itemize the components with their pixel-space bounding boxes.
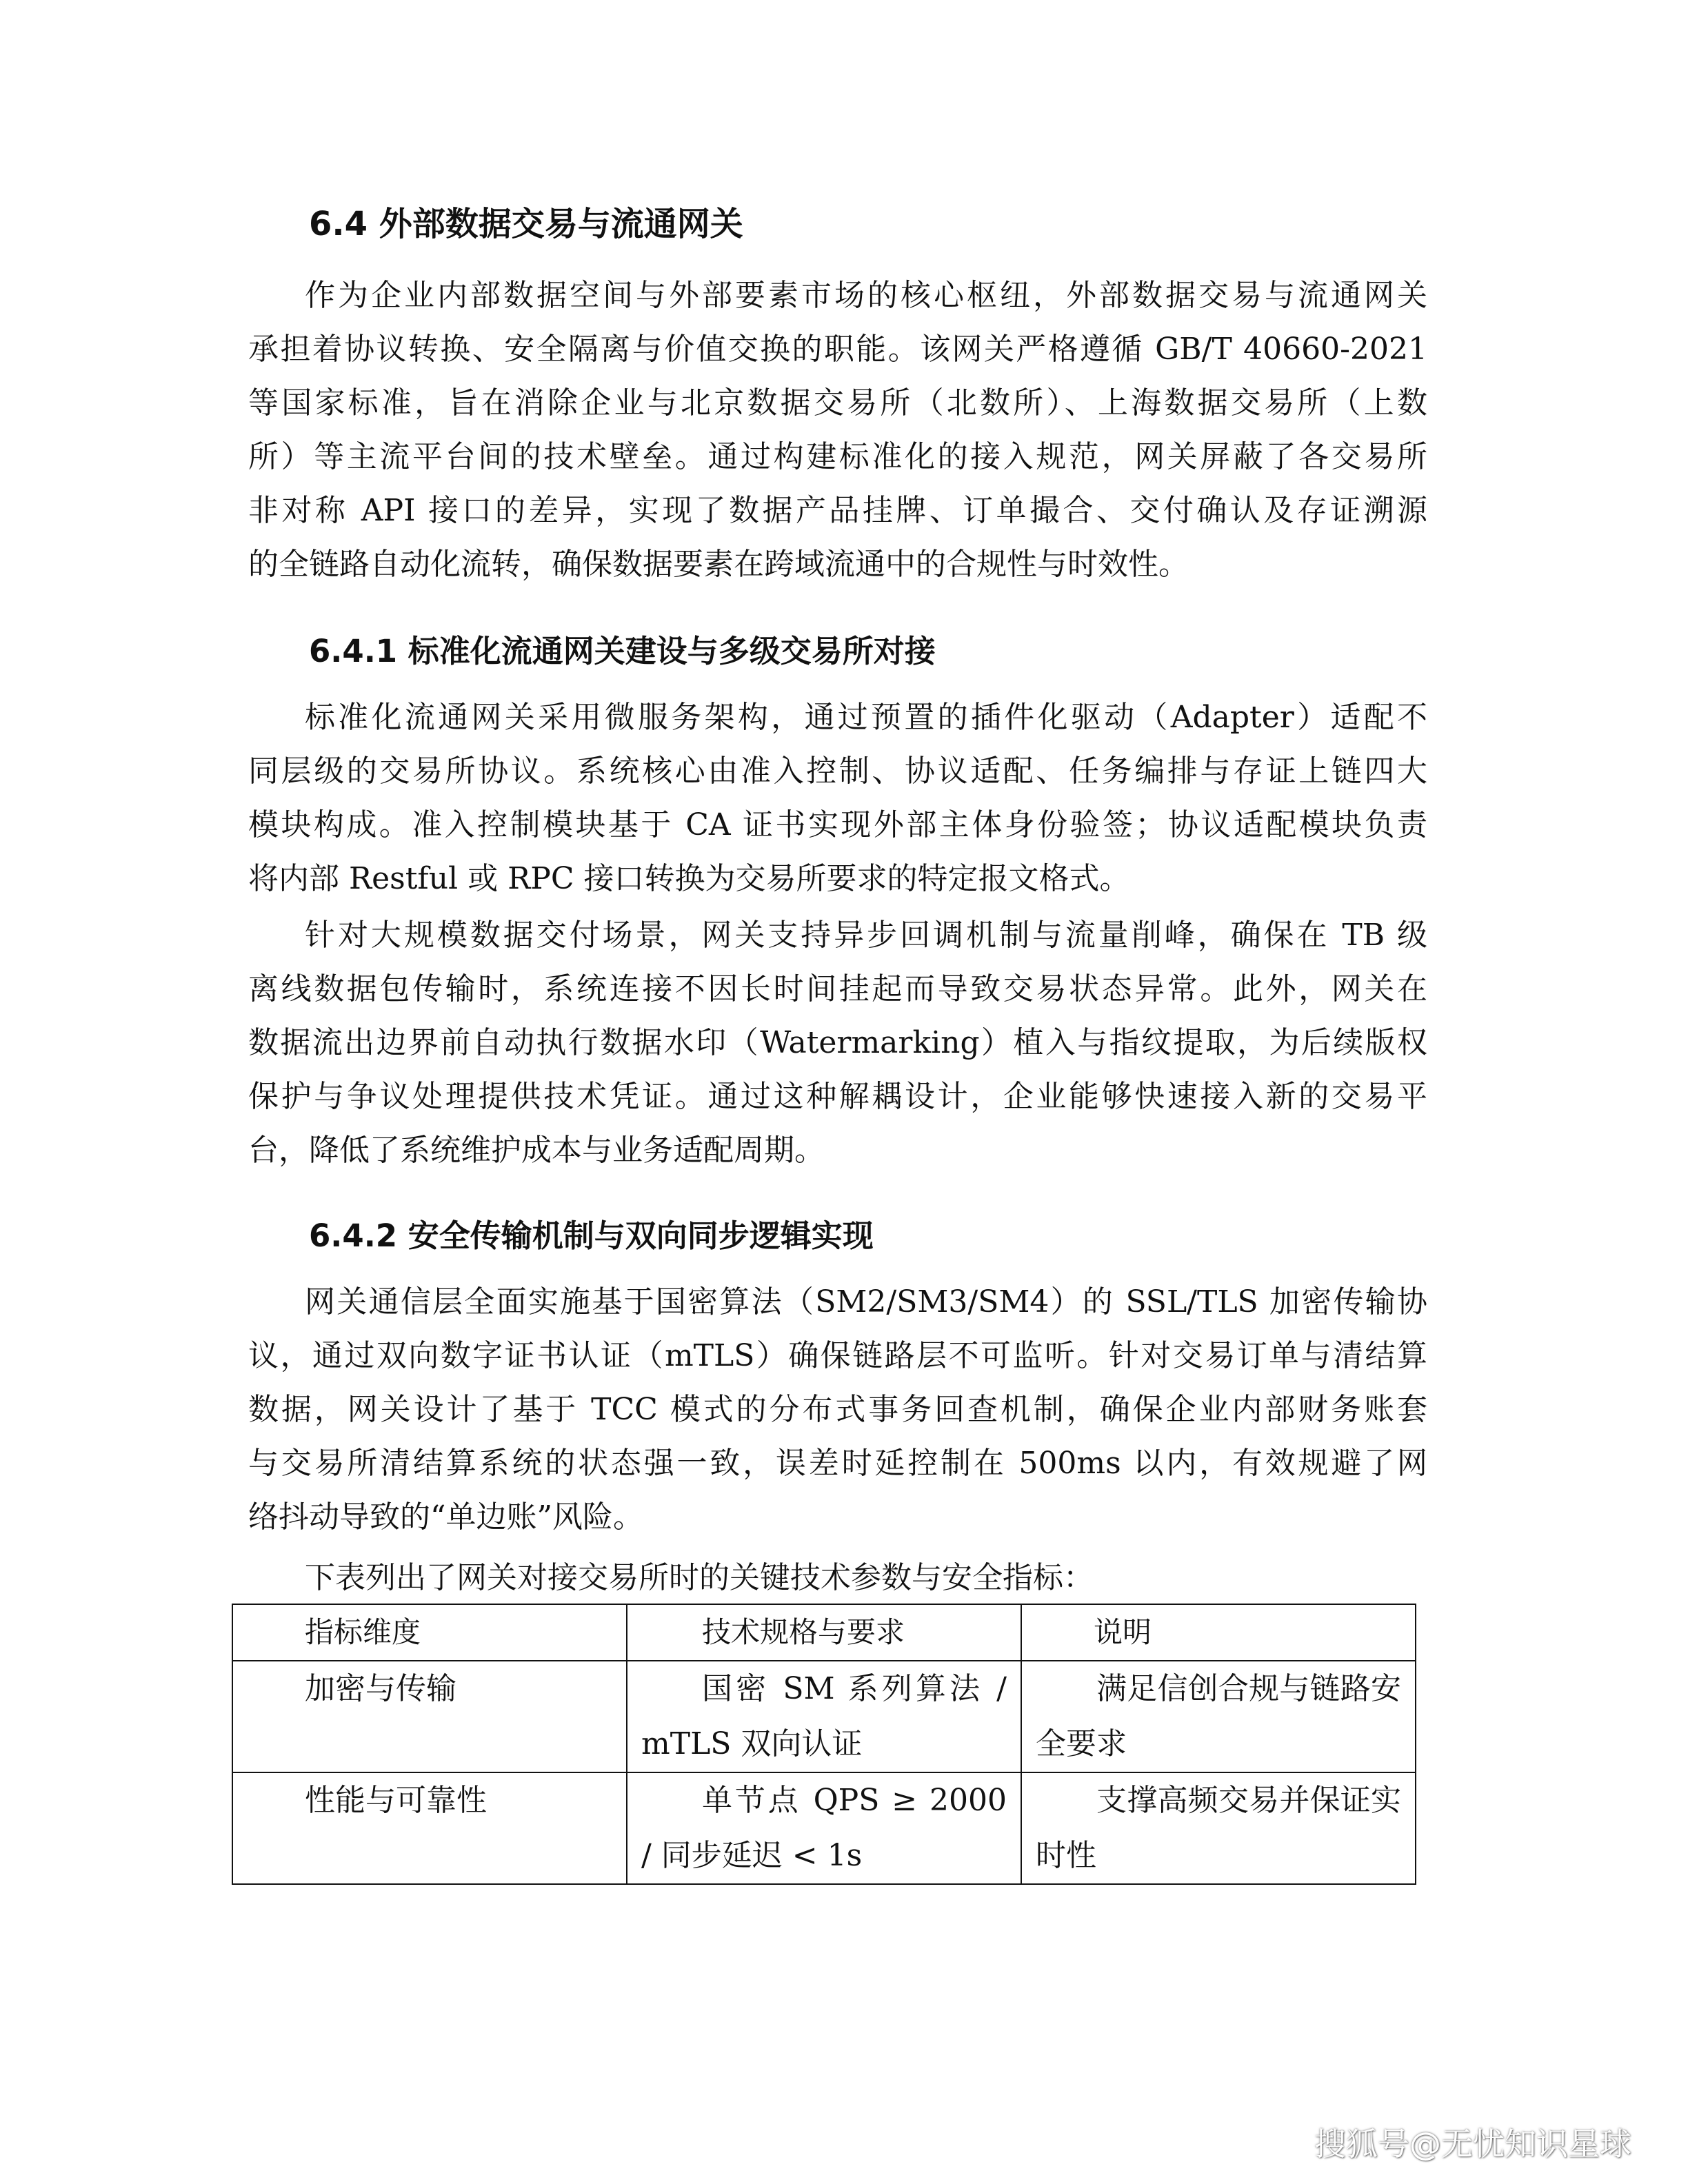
- paragraph-line: 与交易所清结算系统的状态强一致，误差时延控制在 500ms 以内，有效规避了网: [248, 1446, 1427, 1481]
- intro-line: 的全链路自动化流转，确保数据要素在跨域流通中的合规性与时效性。: [248, 547, 1189, 582]
- table-cell: 单节点 QPS ≥ 2000 / 同步延迟 < 1s: [627, 1772, 1021, 1884]
- table-cell: 加密与传输: [232, 1661, 627, 1772]
- table-cell: 性能与可靠性: [232, 1772, 627, 1884]
- subsection-title: 6.4.1 标准化流通网关建设与多级交易所对接: [309, 633, 936, 669]
- intro-line: 非对称 API 接口的差异，实现了数据产品挂牌、订单撮合、交付确认及存证溯源: [248, 493, 1427, 528]
- paragraph-line: 标准化流通网关采用微服务架构，通过预置的插件化驱动（Adapter）适配不: [305, 700, 1427, 735]
- table-row: [232, 1661, 1416, 1772]
- subsection-title: 6.4.2 安全传输机制与双向同步逻辑实现: [309, 1217, 874, 1254]
- section-title: 6.4 外部数据交易与流通网关: [309, 205, 743, 243]
- table-header-cell: 说明: [1021, 1604, 1416, 1661]
- paragraph-line: 针对大规模数据交付场景，网关支持异步回调机制与流量削峰，确保在 TB 级: [305, 918, 1427, 953]
- table-cell: 满足信创合规与链路安全要求: [1021, 1661, 1416, 1772]
- intro-line: 承担着协议转换、安全隔离与价值交换的职能。该网关严格遵循 GB/T 40660-2021: [248, 332, 1427, 367]
- paragraph-line: 模块构成。准入控制模块基于 CA 证书实现外部主体身份验签；协议适配模块负责: [248, 807, 1427, 842]
- paragraph-line: 络抖动导致的“单边账”风险。: [248, 1499, 643, 1535]
- table-header-cell: 指标维度: [232, 1604, 627, 1661]
- key-indicators-table: [232, 1604, 1416, 1885]
- paragraph-line: 离线数据包传输时，系统连接不因长时间挂起而导致交易状态异常。此外，网关在: [248, 971, 1427, 1007]
- watermark: 搜狐号@无忧知识星球: [1314, 2125, 1631, 2163]
- table-caption: 下表列出了网关对接交易所时的关键技术参数与安全指标：: [305, 1560, 1094, 1595]
- paragraph-line: 议，通过双向数字证书认证（mTLS）确保链路层不可监听。针对交易订单与清结算: [248, 1338, 1427, 1373]
- table-row: [232, 1772, 1416, 1884]
- paragraph-line: 网关通信层全面实施基于国密算法（SM2/SM3/SM4）的 SSL/TLS 加密传输协: [305, 1284, 1427, 1320]
- intro-line: 作为企业内部数据空间与外部要素市场的核心枢纽，外部数据交易与流通网关: [305, 278, 1427, 313]
- table-header-cell: 技术规格与要求: [627, 1604, 1021, 1661]
- intro-line: 所）等主流平台间的技术壁垒。通过构建标准化的接入规范，网关屏蔽了各交易所: [248, 439, 1427, 474]
- intro-line: 等国家标准，旨在消除企业与北京数据交易所（北数所）、上海数据交易所（上数: [248, 385, 1427, 421]
- paragraph-line: 将内部 Restful 或 RPC 接口转换为交易所要求的特定报文格式。: [248, 861, 1130, 896]
- table-cell: 国密 SM 系列算法 / mTLS 双向认证: [627, 1661, 1021, 1772]
- table-header-row: [232, 1604, 1416, 1661]
- paragraph-line: 台，降低了系统维护成本与业务适配周期。: [248, 1133, 825, 1168]
- paragraph-line: 数据流出边界前自动执行数据水印（Watermarking）植入与指纹提取，为后续版权: [248, 1025, 1427, 1060]
- table-cell: 支撑高频交易并保证实时性: [1021, 1772, 1416, 1884]
- paragraph-line: 保护与争议处理提供技术凭证。通过这种解耦设计，企业能够快速接入新的交易平: [248, 1079, 1427, 1114]
- paragraph-line: 数据，网关设计了基于 TCC 模式的分布式事务回查机制，确保企业内部财务账套: [248, 1392, 1427, 1427]
- paragraph-line: 同层级的交易所协议。系统核心由准入控制、协议适配、任务编排与存证上链四大: [248, 754, 1427, 789]
